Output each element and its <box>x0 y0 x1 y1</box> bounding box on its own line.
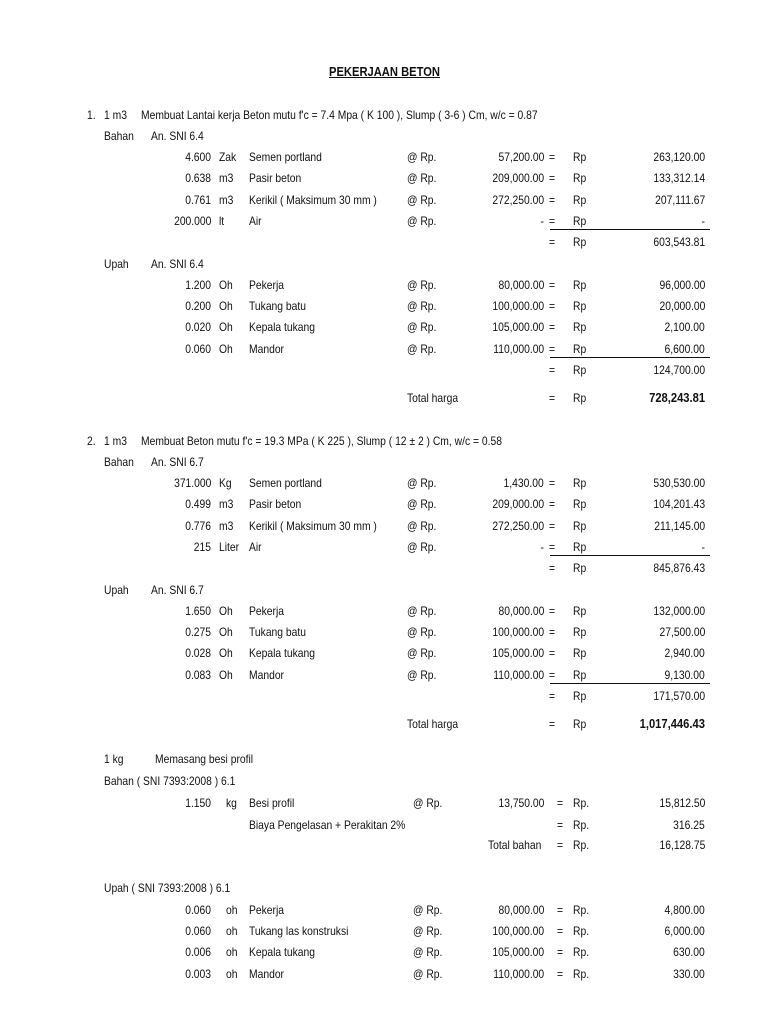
equals: = <box>549 299 556 313</box>
item-name: Air <box>249 213 262 228</box>
unit-price: 1,430.00 <box>503 476 544 490</box>
upah-total-line <box>550 683 710 684</box>
currency: Rp <box>573 235 587 250</box>
at-label: @ Rp. <box>407 341 437 356</box>
equals: = <box>549 235 556 250</box>
coefficient: 0.499 <box>185 497 211 512</box>
equals: = <box>549 277 556 292</box>
row-total: 15,812.50 <box>659 796 705 810</box>
upah-subtotal: 171,570.00 <box>653 688 705 703</box>
item-name: Kerikil ( Maksimum 30 mm ) <box>249 518 377 533</box>
row-total: 96,000.00 <box>659 277 705 292</box>
currency: Rp <box>573 476 587 490</box>
upah-label: Upah <box>104 583 129 598</box>
row-total: 211,145.00 <box>654 518 705 533</box>
item-name: Kerikil ( Maksimum 30 mm ) <box>249 192 377 207</box>
unit: oh <box>226 945 238 960</box>
at-label: @ Rp. <box>413 903 443 917</box>
unit-price: 100,000.00 <box>492 299 544 313</box>
extra-total: 316.25 <box>673 818 705 832</box>
equals: = <box>557 818 564 832</box>
currency: Rp <box>573 646 587 661</box>
equals: = <box>549 603 556 618</box>
at-label: @ Rp. <box>407 150 437 164</box>
at-label: @ Rp. <box>407 171 437 186</box>
item-name: Kepala tukang <box>249 320 315 335</box>
bahan-reference: An. SNI 6.4 <box>151 129 204 143</box>
section-number: 2. <box>87 434 96 448</box>
page-title: PEKERJAAN BETON <box>329 64 440 79</box>
bahan-label: Bahan ( SNI 7393:2008 ) 6.1 <box>104 774 236 788</box>
coefficient: 0.083 <box>185 667 211 682</box>
unit-price: 110,000.00 <box>493 966 544 981</box>
currency: Rp. <box>573 796 590 810</box>
grand-total-label: Total harga <box>407 716 459 731</box>
equals: = <box>549 497 556 512</box>
upah-label: Upah ( SNI 7393:2008 ) 6.1 <box>104 881 231 895</box>
currency: Rp <box>573 362 587 377</box>
unit: Liter <box>219 539 240 554</box>
unit-price: 105,000.00 <box>492 646 544 661</box>
section-description: Membuat Lantai kerja Beton mutu f'c = 7.4 Mpa ( K 100 ), Slump ( 3-6 ) Cm, w/c = 0.87 <box>141 108 538 122</box>
currency: Rp <box>573 518 587 533</box>
currency: Rp <box>573 277 587 292</box>
at-label: @ Rp. <box>407 192 437 207</box>
item-name: Besi profil <box>249 796 295 810</box>
unit-price: 13,750.00 <box>498 796 544 810</box>
row-total: 132,000.00 <box>653 603 705 618</box>
currency: Rp. <box>573 838 590 852</box>
equals: = <box>549 390 556 405</box>
item-name: Air <box>249 539 262 554</box>
grand-total-value: 1,017,446.43 <box>639 715 705 731</box>
unit: Kg <box>219 476 232 490</box>
row-total: - <box>701 213 705 228</box>
item-name: Mandor <box>249 966 284 981</box>
coefficient: 1.650 <box>185 603 211 618</box>
unit-price: 100,000.00 <box>492 625 544 639</box>
bahan-reference: An. SNI 6.7 <box>151 455 204 469</box>
bahan-total-label: Total bahan <box>488 838 542 852</box>
coefficient: 371.000 <box>173 476 211 490</box>
item-name: Mandor <box>249 667 284 682</box>
equals: = <box>557 903 564 917</box>
equals: = <box>549 192 556 207</box>
row-total: 330.00 <box>673 966 705 981</box>
unit-price: 57,200.00 <box>498 150 544 164</box>
unit: Oh <box>219 341 233 356</box>
equals: = <box>549 320 556 335</box>
equals: = <box>549 716 556 731</box>
row-total: 4,800.00 <box>664 903 705 917</box>
section-unit: 1 m3 <box>104 108 127 122</box>
bahan-subtotal: 603,543.81 <box>653 235 705 250</box>
currency: Rp. <box>573 818 590 832</box>
currency: Rp <box>573 716 587 731</box>
equals: = <box>549 150 556 164</box>
unit: Zak <box>219 150 237 164</box>
row-total: 6,600.00 <box>664 341 705 356</box>
item-name: Tukang batu <box>249 299 307 313</box>
equals: = <box>557 945 564 960</box>
bahan-total-line <box>550 555 710 556</box>
unit-price: 110,000.00 <box>493 341 544 356</box>
coefficient: 0.003 <box>185 966 211 981</box>
coefficient: 0.020 <box>185 320 211 335</box>
at-label: @ Rp. <box>413 796 443 810</box>
equals: = <box>549 646 556 661</box>
section-description: Membuat Beton mutu f'c = 19.3 MPa ( K 225 ), Slump ( 12 ± 2 ) Cm, w/c = 0.58 <box>141 434 502 448</box>
row-total: 530,530.00 <box>653 476 705 490</box>
at-label: @ Rp. <box>407 518 437 533</box>
equals: = <box>549 561 556 576</box>
unit: oh <box>226 966 238 981</box>
unit-price: 105,000.00 <box>492 945 544 960</box>
item-name: Tukang batu <box>249 625 307 639</box>
equals: = <box>549 518 556 533</box>
coefficient: 0.060 <box>185 903 211 917</box>
unit: Oh <box>219 299 233 313</box>
unit-price: - <box>540 539 544 554</box>
unit-price: 272,250.00 <box>492 192 544 207</box>
upah-reference: An. SNI 6.4 <box>151 257 204 272</box>
coefficient: 0.275 <box>185 625 211 639</box>
currency: Rp <box>573 192 587 207</box>
equals: = <box>549 667 556 682</box>
row-total: 20,000.00 <box>659 299 705 313</box>
equals: = <box>549 476 556 490</box>
unit: Oh <box>219 625 233 639</box>
at-label: @ Rp. <box>407 277 437 292</box>
coefficient: 0.200 <box>185 299 211 313</box>
unit-price: 209,000.00 <box>492 171 544 186</box>
currency: Rp <box>573 341 587 356</box>
extra-item: Biaya Pengelasan + Perakitan 2% <box>249 818 406 832</box>
upah-total-line <box>550 357 710 358</box>
bahan-label: Bahan <box>104 455 134 469</box>
item-name: Kepala tukang <box>249 646 315 661</box>
row-total: 27,500.00 <box>659 625 705 639</box>
row-total: 2,940.00 <box>664 646 705 661</box>
section-number: 1. <box>87 108 96 122</box>
unit-price: - <box>540 213 544 228</box>
grand-total-value: 728,243.81 <box>649 389 705 405</box>
unit: m3 <box>219 171 234 186</box>
section-description: Memasang besi profil <box>155 752 254 766</box>
equals: = <box>557 966 564 981</box>
coefficient: 0.776 <box>185 518 211 533</box>
currency: Rp <box>573 150 587 164</box>
item-name: Tukang las konstruksi <box>249 924 349 939</box>
unit-price: 80,000.00 <box>498 903 544 917</box>
coefficient: 4.600 <box>185 150 211 164</box>
currency: Rp. <box>573 924 590 939</box>
row-total: 630.00 <box>673 945 705 960</box>
equals: = <box>549 362 556 377</box>
coefficient: 1.200 <box>185 277 211 292</box>
at-label: @ Rp. <box>407 213 437 228</box>
coefficient: 215 <box>193 539 211 554</box>
equals: = <box>549 213 556 228</box>
row-total: 104,201.43 <box>653 497 705 512</box>
upah-label: Upah <box>104 257 129 272</box>
unit: Oh <box>219 277 233 292</box>
unit: Oh <box>219 603 233 618</box>
row-total: 9,130.00 <box>664 667 705 682</box>
at-label: @ Rp. <box>413 924 443 939</box>
currency: Rp <box>573 688 587 703</box>
row-total: - <box>701 539 705 554</box>
unit-price: 105,000.00 <box>492 320 544 335</box>
currency: Rp. <box>573 945 590 960</box>
unit-price: 110,000.00 <box>493 667 544 682</box>
equals: = <box>549 625 556 639</box>
currency: Rp <box>573 390 587 405</box>
currency: Rp <box>573 539 587 554</box>
unit: m3 <box>219 192 234 207</box>
at-label: @ Rp. <box>413 966 443 981</box>
coefficient: 1.150 <box>185 796 211 810</box>
equals: = <box>549 341 556 356</box>
item-name: Semen portland <box>249 150 322 164</box>
unit: lt <box>219 213 225 228</box>
at-label: @ Rp. <box>407 646 437 661</box>
item-name: Semen portland <box>249 476 322 490</box>
coefficient: 0.638 <box>185 171 211 186</box>
grand-total-label: Total harga <box>407 390 459 405</box>
coefficient: 0.028 <box>185 646 211 661</box>
bahan-total-value: 16,128.75 <box>659 838 705 852</box>
currency: Rp <box>573 213 587 228</box>
at-label: @ Rp. <box>407 299 437 313</box>
coefficient: 0.761 <box>185 192 211 207</box>
coefficient: 0.006 <box>185 945 211 960</box>
equals: = <box>549 688 556 703</box>
unit: m3 <box>219 497 234 512</box>
currency: Rp <box>573 320 587 335</box>
currency: Rp <box>573 561 587 576</box>
currency: Rp <box>573 625 587 639</box>
unit: Oh <box>219 320 233 335</box>
section-unit: 1 kg <box>104 752 124 766</box>
upah-subtotal: 124,700.00 <box>653 362 705 377</box>
bahan-subtotal: 845,876.43 <box>653 561 705 576</box>
section-unit: 1 m3 <box>104 434 127 448</box>
item-name: Kepala tukang <box>249 945 315 960</box>
at-label: @ Rp. <box>407 476 437 490</box>
equals: = <box>549 539 556 554</box>
row-total: 207,111.67 <box>654 192 705 207</box>
currency: Rp <box>573 667 587 682</box>
coefficient: 0.060 <box>185 341 211 356</box>
bahan-label: Bahan <box>104 129 134 143</box>
unit: kg <box>226 796 237 810</box>
currency: Rp. <box>573 966 590 981</box>
currency: Rp <box>573 171 587 186</box>
currency: Rp <box>573 497 587 512</box>
at-label: @ Rp. <box>413 945 443 960</box>
at-label: @ Rp. <box>407 497 437 512</box>
unit: Oh <box>219 646 233 661</box>
unit-price: 209,000.00 <box>492 497 544 512</box>
currency: Rp <box>573 299 587 313</box>
row-total: 133,312.14 <box>653 171 705 186</box>
unit-price: 100,000.00 <box>492 924 544 939</box>
row-total: 6,000.00 <box>664 924 705 939</box>
at-label: @ Rp. <box>407 667 437 682</box>
bahan-total-line <box>550 229 710 230</box>
at-label: @ Rp. <box>407 603 437 618</box>
item-name: Pasir beton <box>249 497 302 512</box>
at-label: @ Rp. <box>407 539 437 554</box>
item-name: Mandor <box>249 341 284 356</box>
coefficient: 200.000 <box>173 213 211 228</box>
currency: Rp. <box>573 903 590 917</box>
equals: = <box>549 171 556 186</box>
currency: Rp <box>573 603 587 618</box>
upah-reference: An. SNI 6.7 <box>151 583 204 598</box>
row-total: 263,120.00 <box>653 150 705 164</box>
unit: oh <box>226 903 238 917</box>
item-name: Pasir beton <box>249 171 302 186</box>
unit-price: 80,000.00 <box>498 277 544 292</box>
unit-price: 80,000.00 <box>498 603 544 618</box>
at-label: @ Rp. <box>407 625 437 639</box>
row-total: 2,100.00 <box>664 320 705 335</box>
equals: = <box>557 796 564 810</box>
unit: Oh <box>219 667 233 682</box>
unit: m3 <box>219 518 234 533</box>
unit: oh <box>226 924 238 939</box>
item-name: Pekerja <box>249 603 284 618</box>
item-name: Pekerja <box>249 277 284 292</box>
equals: = <box>557 838 564 852</box>
item-name: Pekerja <box>249 903 284 917</box>
equals: = <box>557 924 564 939</box>
unit-price: 272,250.00 <box>492 518 544 533</box>
coefficient: 0.060 <box>185 924 211 939</box>
at-label: @ Rp. <box>407 320 437 335</box>
